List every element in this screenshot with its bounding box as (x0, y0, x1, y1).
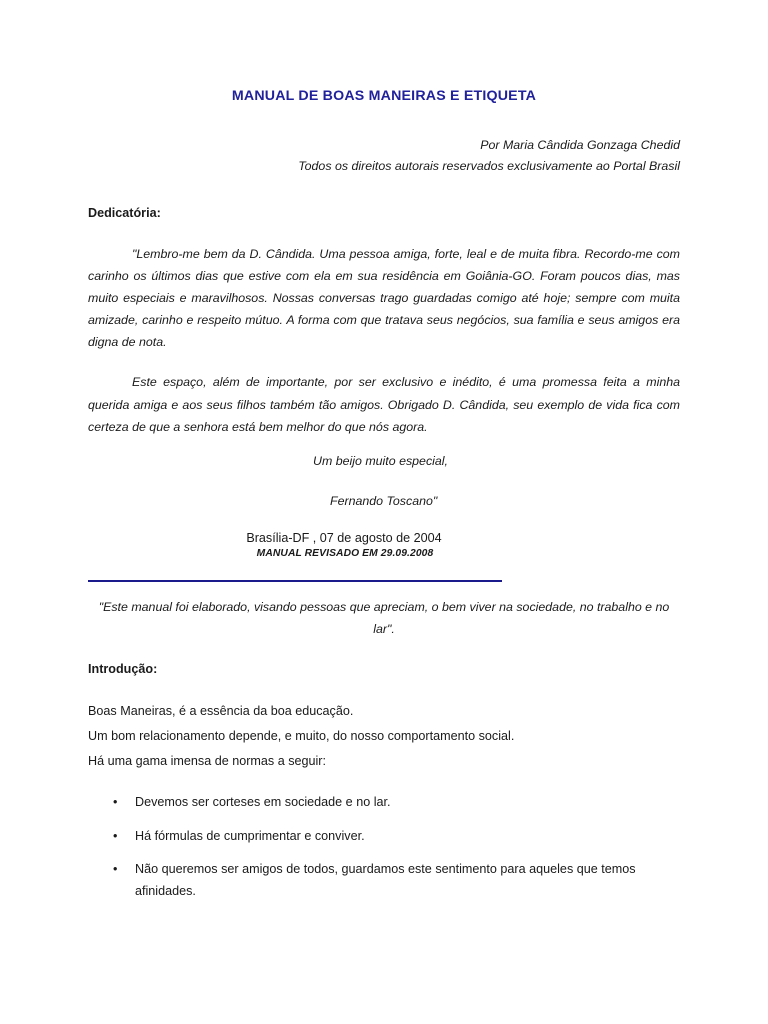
spacer (88, 438, 680, 450)
spacer (88, 677, 680, 699)
document-content-column (88, 0, 680, 903)
byline-rights: Todos os direitos autorais reservados exclusivamente ao Portal Brasil (298, 158, 680, 173)
spacer (88, 774, 680, 792)
revision-note: MANUAL REVISADO EM 29.09.2008 (256, 548, 434, 560)
list-item (88, 792, 680, 814)
page-title: MANUAL DE BOAS MANEIRAS E ETIQUETA (231, 88, 537, 104)
bullet-marker-icon: • (113, 828, 118, 843)
dedication-signature: Fernando Toscano" (330, 493, 438, 508)
dedication-paragraph-2: Este espaço, além de importante, por ser exclusivo e inédito, é uma promessa feita a minha querida amiga e aos seus filhos também tão amigos. Obrigado D. Cândida, seu exemplo de vida fica com certeza de que a senhora está bem melhor do que nós agora. (88, 375, 680, 434)
list-item (88, 826, 680, 848)
dedication-paragraph-1: "Lembro-me bem da D. Cândida. Uma pessoa amiga, forte, leal e de muita fibra. Recordo-me com carinho os últimos dias que estive com ela em sua residência em Goiânia-GO. Foram poucos dias, mas muito especiais e maravilhosos. Nossas conversas trago guardadas comigo até hoje; sempre com muita amizade, carinho e respeito mútuo. A forma com que tratava seus negócios, sua família e seus amigos era digna de nota. (88, 247, 680, 350)
spacer (88, 353, 680, 371)
spacer (88, 562, 680, 580)
introduction-line-3: Há uma gama imensa de normas a seguir: (88, 754, 326, 768)
list-item-text: Há fórmulas de cumprimentar e conviver. (135, 828, 365, 843)
list-item-text: Não queremos ser amigos de todos, guardamos este sentimento para aqueles que temos afinidades. (135, 862, 636, 898)
epigraph-quote: "Este manual foi elaborado, visando pessoas que apreciam, o bem viver na sociedade, no trabalho e no lar". (98, 599, 670, 636)
spacer (88, 512, 680, 530)
byline (88, 135, 680, 176)
list-item-text: Devemos ser corteses em sociedade e no lar. (135, 794, 391, 809)
bullet-marker-icon: • (113, 794, 118, 809)
spacer (88, 221, 680, 243)
bullet-marker-icon: • (113, 862, 118, 877)
spacer (88, 472, 680, 490)
introduction-line-1: Boas Maneiras, é a essência da boa educação. (88, 704, 354, 719)
spacer (88, 640, 680, 662)
spacer (88, 582, 680, 596)
place-and-date: Brasília-DF , 07 de agosto de 2004 (246, 530, 442, 545)
spacer (88, 176, 680, 206)
introduction-heading: Introdução: (88, 662, 158, 677)
byline-author: Por Maria Cândida Gonzaga Chedid (480, 138, 680, 153)
dedication-closing: Um beijo muito especial, (313, 453, 448, 468)
introduction-line-2: Um bom relacionamento depende, e muito, do nosso comportamento social. (88, 729, 515, 744)
list-item (88, 859, 680, 902)
introduction-bullet-list (88, 792, 680, 903)
dedication-heading: Dedicatória: (88, 205, 161, 220)
